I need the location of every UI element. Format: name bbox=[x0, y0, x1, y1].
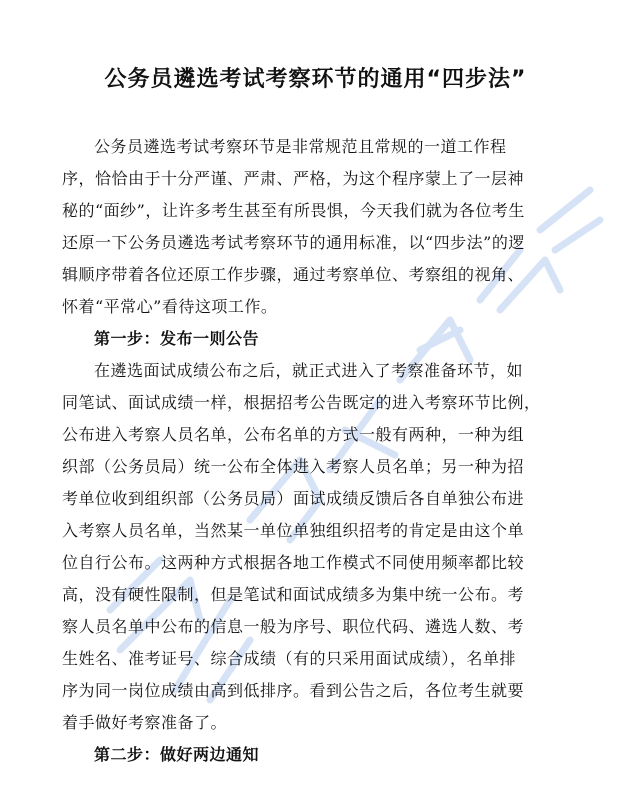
text-line: 秘的“面纱”，让许多考生甚至有所畏惧，今天我们就为各位考生 bbox=[62, 201, 525, 220]
text-line: 位自行公布。这两种方式根据各地工作模式不同使用频率都比较 bbox=[62, 553, 525, 572]
text-line: 织部（公务员局）统一公布全体进入考察人员名单；另一种为招 bbox=[62, 457, 525, 476]
text-line: 高，没有硬性限制，但是笔试和面试成绩多为集中统一公布。考 bbox=[62, 585, 525, 604]
text-line: 入考察人员名单，当然某一单位单独组织招考的肯定是由这个单 bbox=[62, 521, 525, 540]
text-line: 怀着“平常心”看待这项工作。 bbox=[62, 297, 278, 316]
text-line: 序为同一岗位成绩由高到低排序。看到公告之后，各位考生就要 bbox=[62, 681, 525, 700]
text-line: 生姓名、准考证号、综合成绩（有的只采用面试成绩），名单排 bbox=[62, 649, 517, 668]
document-title: 公务员遴选考试考察环节的通用“四步法” bbox=[104, 67, 527, 92]
text-line: 同笔试、面试成绩一样，根据招考公告既定的进入考察环节比例， bbox=[62, 393, 541, 412]
step1-heading: 第一步：发布一则公告 bbox=[94, 329, 260, 348]
text-line: 公布进入考察人员名单，公布名单的方式一般有两种，一种为组 bbox=[62, 425, 525, 444]
text-line: 察人员名单中公布的信息一般为序号、职位代码、遴选人数、考 bbox=[62, 617, 525, 636]
intro-paragraph bbox=[62, 131, 582, 323]
text-line: 公务员遴选考试考察环节是非常规范且常规的一道工作程 bbox=[94, 137, 507, 156]
text-line: 还原一下公务员遴选考试考察环节的通用标准，以“四步法”的逻 bbox=[62, 233, 525, 252]
text-line: 辑顺序带着各位还原工作步骤，通过考察单位、考察组的视角、 bbox=[62, 265, 525, 284]
step1-paragraph bbox=[62, 355, 582, 739]
text-line: 考单位收到组织部（公务员局）面试成绩反馈后各自单独公布进 bbox=[62, 489, 525, 508]
text-line: 在遴选面试成绩公布之后，就正式进入了考察准备环节，如 bbox=[94, 361, 524, 380]
text-line: 序，恰恰由于十分严谨、严肃、严格，为这个程序蒙上了一层神 bbox=[62, 169, 525, 188]
document-body bbox=[62, 131, 582, 771]
text-line: 着手做好考察准备了。 bbox=[62, 713, 228, 732]
step2-heading: 第二步：做好两边通知 bbox=[94, 745, 260, 764]
